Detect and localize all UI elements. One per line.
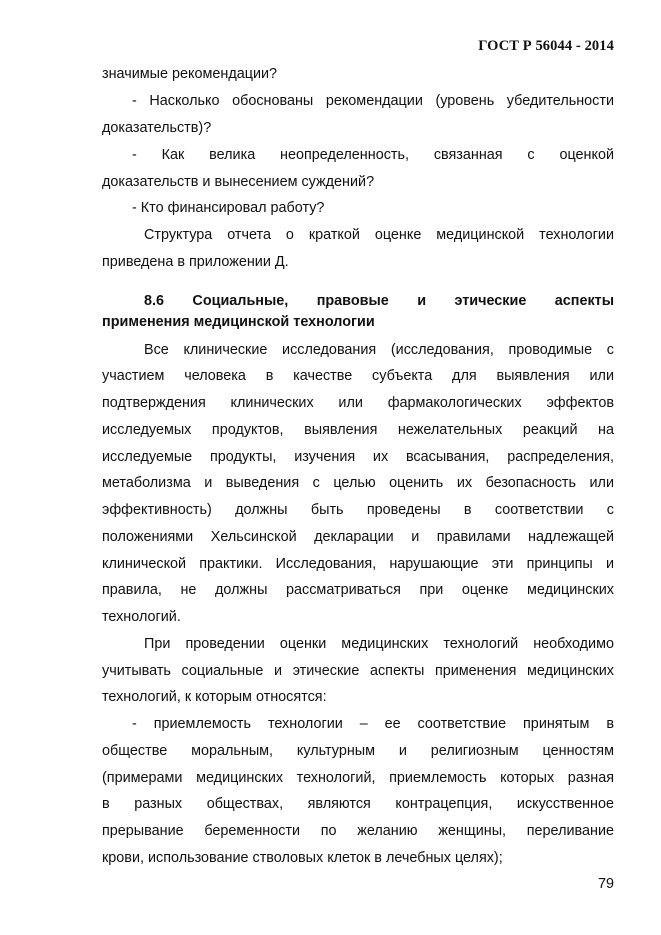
text-line: клинической практики. Исследования, нарушающие эти принципы и bbox=[102, 556, 614, 572]
text-line: значимые рекомендации? bbox=[102, 66, 278, 82]
text-line: исследуемые продукты, изучения их всасывания, распределения, bbox=[102, 449, 614, 465]
text-line: Структура отчета о краткой оценке медицинской технологии bbox=[144, 227, 614, 243]
text-line: доказательств и вынесением суждений? bbox=[102, 174, 375, 190]
text-line: При проведении оценки медицинских технологий необходимо bbox=[144, 636, 614, 652]
text-line: правила, не должны рассматриваться при оценке медицинских bbox=[102, 582, 614, 598]
section-heading: 8.6 Социальные, правовые и этические аспекты bbox=[144, 293, 614, 309]
text-line: обществе моральным, культурным и религиозным ценностям bbox=[102, 743, 614, 759]
text-line: (примерами медицинских технологий, приемлемость которых разная bbox=[102, 770, 614, 786]
text-line: технологий, к которым относятся: bbox=[102, 689, 327, 705]
text-line: прерывание беременности по желанию женщины, переливание bbox=[102, 823, 614, 839]
text-line: подтверждения клинических или фармакологических эффектов bbox=[102, 395, 614, 411]
text-line: - приемлемость технологии – ее соответствие принятым в bbox=[132, 716, 614, 732]
text-line: доказательств)? bbox=[102, 120, 212, 136]
text-line: крови, использование стволовых клеток в лечебных целях); bbox=[102, 850, 503, 866]
text-line: метаболизма и выведения с целью оценить их безопасность или bbox=[102, 475, 614, 491]
text-line: в разных обществах, являются контрацепция, искусственное bbox=[102, 796, 614, 812]
text-line: эффективность) должны быть проведены в соответствии с bbox=[102, 502, 614, 518]
text-line: участием человека в качестве субъекта для выявления или bbox=[102, 368, 614, 384]
text-line: технологий. bbox=[102, 609, 181, 625]
text-line: учитывать социальные и этические аспекты применения медицинских bbox=[102, 663, 614, 679]
text-line: приведена в приложении Д. bbox=[102, 254, 289, 270]
text-line: положениями Хельсинской декларации и правилами надлежащей bbox=[102, 529, 614, 545]
text-line: исследуемых продуктов, выявления нежелательных реакций на bbox=[102, 422, 614, 438]
text-line: Все клинические исследования (исследования, проводимые с bbox=[144, 342, 614, 358]
text-line: - Кто финансировал работу? bbox=[132, 200, 325, 216]
text-line: - Как велика неопределенность, связанная с оценкой bbox=[132, 147, 614, 163]
text-line: - Насколько обоснованы рекомендации (уровень убедительности bbox=[132, 93, 614, 109]
page-number: 79 bbox=[597, 876, 614, 892]
document-code: ГОСТ Р 56044 - 2014 bbox=[478, 38, 614, 54]
section-heading: применения медицинской технологии bbox=[102, 314, 375, 330]
